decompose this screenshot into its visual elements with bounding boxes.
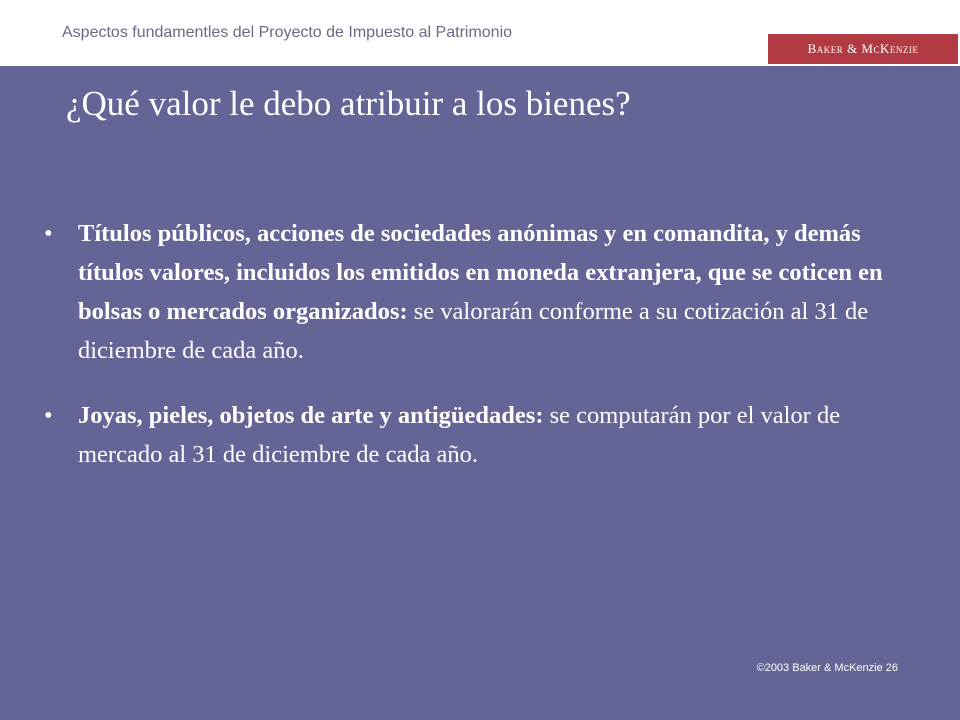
logo-text: Baker & McKenzie — [807, 41, 919, 56]
bullet-bold-text: Joyas, pieles, objetos de arte y antigüedades: — [78, 402, 544, 429]
footer-copyright: ©2003 Baker & McKenzie 26 — [756, 662, 898, 674]
company-logo — [768, 34, 958, 64]
slide-title: ¿Qué valor le debo atribuir a los bienes? — [66, 84, 631, 123]
header-bar — [0, 0, 960, 66]
bullet-bold-text: Títulos públicos, acciones de sociedades anónimas y en comandita, y demás títulos valores, incluidos los emitidos en moneda extranjera, que se coticen en bolsas o mercados organizados: — [78, 220, 883, 325]
bullet-item — [42, 396, 892, 474]
bullet-text: se computarán por el valor de mercado al 31 de diciembre de cada año. — [78, 402, 841, 468]
bullet-icon: • — [44, 402, 53, 429]
header-text: Aspectos fundamentles del Proyecto de Impuesto al Patrimonio — [62, 24, 513, 41]
bullet-list — [42, 214, 892, 500]
bullet-text: se valorarán conforme a su cotización al 31 de diciembre de cada año. — [78, 298, 869, 364]
bullet-item — [42, 214, 892, 370]
bullet-icon: • — [44, 220, 53, 247]
